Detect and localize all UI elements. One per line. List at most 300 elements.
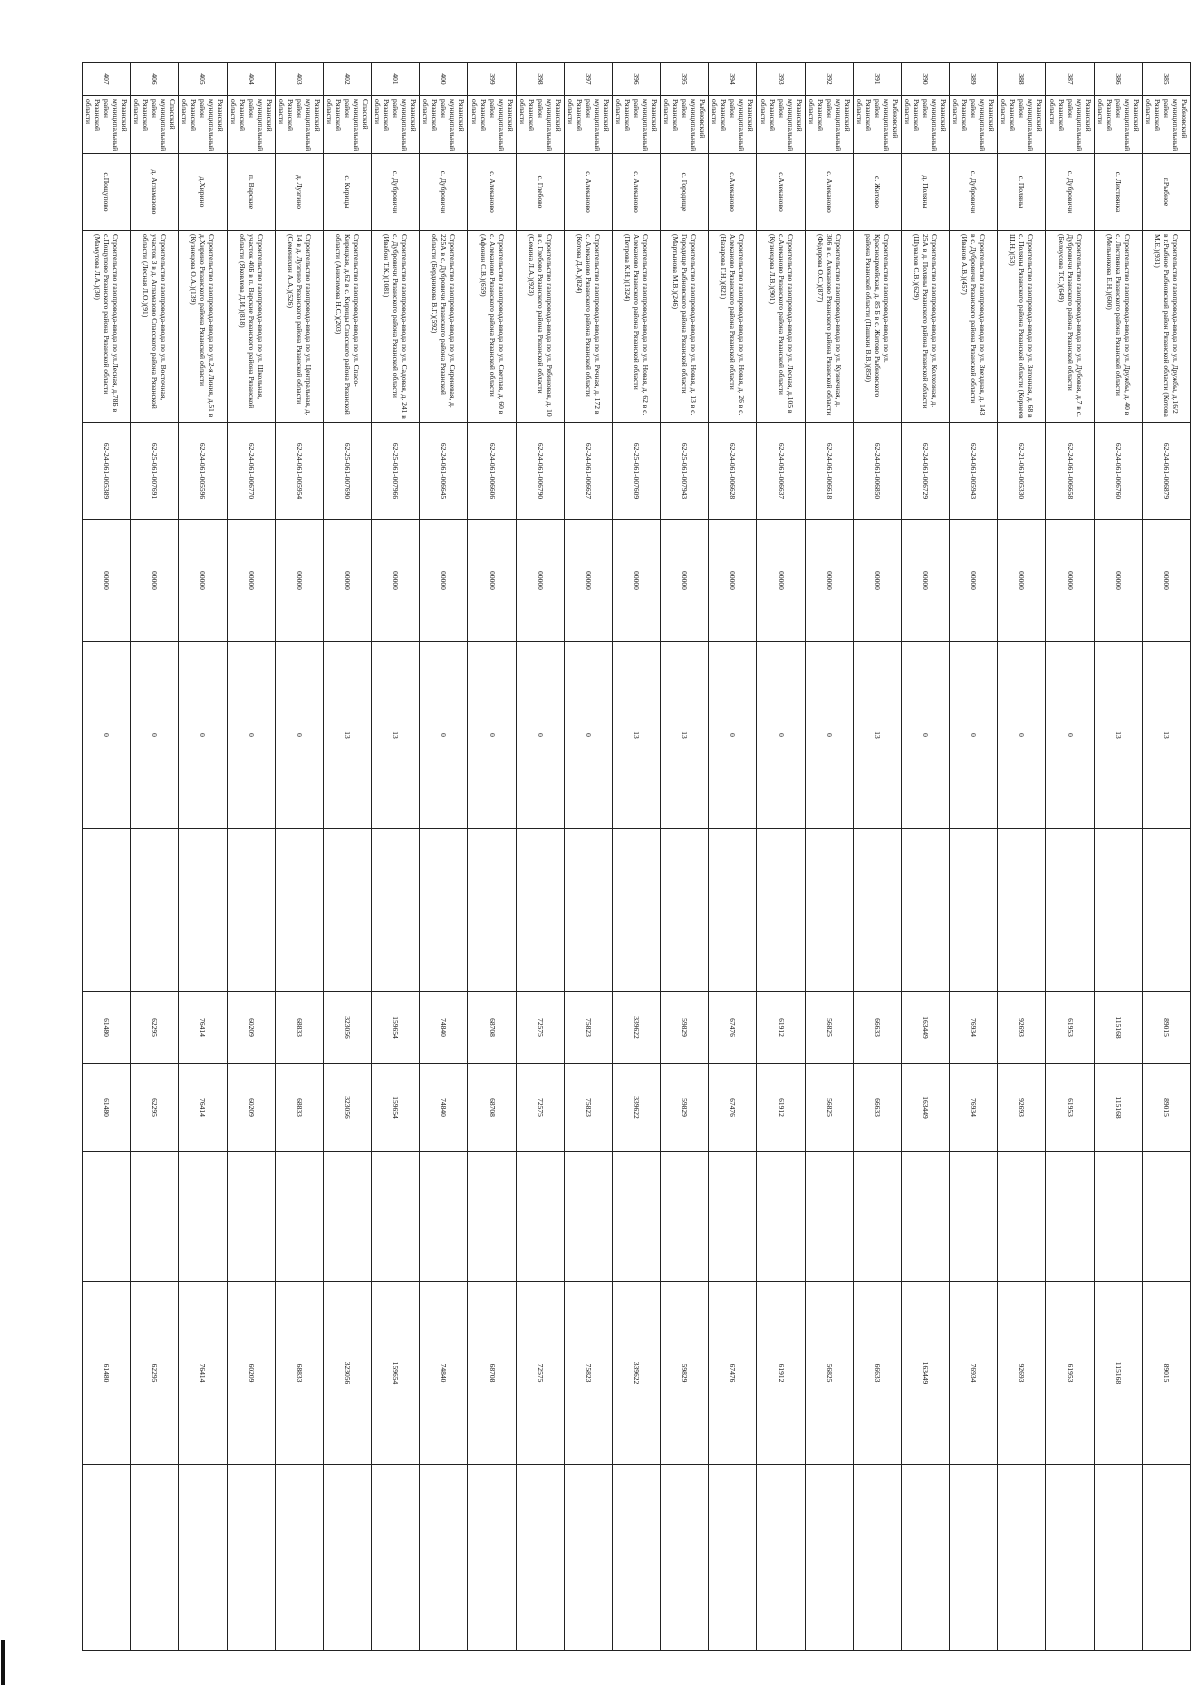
amount-column-3: 62295: [131, 1282, 179, 1465]
object-name: Строительство газопровода-ввода по ул. Спасо-Кирицкая, д.62 в с. Кирицы Спасского района Рязанской области (Анисимова Н.С.)(203): [323, 231, 371, 423]
municipal-district: Рязанский муниципальный район Рязанской области: [805, 96, 853, 154]
empty-cell: [805, 1465, 853, 1651]
empty-cell: [1142, 829, 1190, 992]
code-value: 00000: [950, 520, 998, 642]
municipal-district: Рязанский муниципальный район Рязанской области: [757, 96, 805, 154]
row-number: 389: [950, 63, 998, 96]
rotated-table-page: [82, 62, 1191, 1650]
priority-value: 13: [323, 642, 371, 829]
code-value: 00000: [853, 520, 901, 642]
amount-column-3: 163449: [901, 1282, 949, 1465]
amount-column-3: 115168: [1094, 1282, 1142, 1465]
locality: с. Поляны: [998, 154, 1046, 231]
object-name: Строительство газопровода-ввода по ул. Колхозная, д. 25А в д. Поляны Рязанского района Рязанской области (Шувалов С.В.)(629): [901, 231, 949, 423]
table-row: [805, 63, 853, 1651]
amount-column-3: 159654: [372, 1282, 420, 1465]
code-value: 00000: [275, 520, 323, 642]
table-row: [1046, 63, 1094, 1651]
table-row: [83, 63, 131, 1651]
code-value: 00000: [131, 520, 179, 642]
amount-column-2: 68708: [468, 1064, 516, 1152]
empty-cell: [1046, 1152, 1094, 1282]
empty-cell: [516, 829, 564, 992]
amount-column-3: 339622: [612, 1282, 660, 1465]
amount-column-2: 159654: [372, 1064, 420, 1152]
object-name: Строительство газопровода-ввода по ул. Новая, д. 62 в с. Алеканово Рязанского района Рязанской области (Петрова К.Н.)(1324): [612, 231, 660, 423]
amount-column-3: 61912: [757, 1282, 805, 1465]
empty-cell: [468, 1465, 516, 1651]
amount-total: 68833: [275, 992, 323, 1064]
locality: с. Дубровичи: [420, 154, 468, 231]
row-number: 397: [564, 63, 612, 96]
empty-cell: [901, 829, 949, 992]
amount-column-2: 61480: [83, 1064, 131, 1152]
locality: с. Житово: [853, 154, 901, 231]
cadastral-number: 62-24-061-005943: [950, 423, 998, 520]
municipal-district: Рязанский муниципальный район Рязанской области: [901, 96, 949, 154]
object-name: Строительство газопровода-ввода по ул. Рябиновая, д. 10 в с. Глебово Рязанского района Рязанской области (Семина Л.А.)(923): [516, 231, 564, 423]
object-name: Строительство газопровода-ввода по ул. Садовая, д. 241 в с. Дубровичи Рязанского района Рязанской области (Ивабон Т.К.)(1081): [372, 231, 420, 423]
empty-cell: [323, 1152, 371, 1282]
empty-cell: [853, 1152, 901, 1282]
row-number: 403: [275, 63, 323, 96]
empty-cell: [83, 1465, 131, 1651]
table-row: [516, 63, 564, 1651]
amount-total: 115168: [1094, 992, 1142, 1064]
priority-value: 0: [420, 642, 468, 829]
priority-value: 0: [950, 642, 998, 829]
amount-column-2: 163449: [901, 1064, 949, 1152]
object-name: Строительство газопровода-ввода по ул. Школьная, участок 40Б в п. Варские Рязанского района Рязанской области (Яковлева Д.И.)(818): [227, 231, 275, 423]
municipal-district: Рязанский муниципальный район Рязанской области: [275, 96, 323, 154]
empty-cell: [1142, 1152, 1190, 1282]
empty-cell: [179, 829, 227, 992]
empty-cell: [468, 1152, 516, 1282]
locality: с. Алеканово: [805, 154, 853, 231]
row-number: 393: [757, 63, 805, 96]
table-row: [950, 63, 998, 1651]
amount-total: 339622: [612, 992, 660, 1064]
amount-column-2: 72575: [516, 1064, 564, 1152]
code-value: 00000: [661, 520, 709, 642]
priority-value: 0: [179, 642, 227, 829]
locality: с. Алеканово: [468, 154, 516, 231]
table-row: [661, 63, 709, 1651]
amount-column-2: 75823: [564, 1064, 612, 1152]
empty-cell: [612, 1465, 660, 1651]
empty-cell: [564, 1152, 612, 1282]
row-number: 388: [998, 63, 1046, 96]
code-value: 00000: [709, 520, 757, 642]
code-value: 00000: [179, 520, 227, 642]
empty-cell: [131, 829, 179, 992]
object-name: Строительство газопровода-ввода по ул. Кузнечная, д. 306 в с. Алеканово Рязанского района Рязанской области (Фёдорова О.С.)(877): [805, 231, 853, 423]
empty-cell: [1046, 829, 1094, 992]
municipal-district: Рязанский муниципальный район Рязанской области: [1094, 96, 1142, 154]
empty-cell: [227, 1465, 275, 1651]
table-row: [998, 63, 1046, 1651]
empty-cell: [420, 1465, 468, 1651]
table-row: [1094, 63, 1142, 1651]
code-value: 00000: [516, 520, 564, 642]
empty-cell: [612, 829, 660, 992]
row-number: 394: [709, 63, 757, 96]
row-number: 385: [1142, 63, 1190, 96]
amount-total: 56825: [805, 992, 853, 1064]
code-value: 00000: [1142, 520, 1190, 642]
cadastral-number: 62-24-061-006606: [468, 423, 516, 520]
object-name: Строительство газопровода-ввода по ул. Затонная, д. 68 в с. Поляны Рязанского района Рязанской области (Корнеев Ш.Н.)(53): [998, 231, 1046, 423]
amount-column-2: 67476: [709, 1064, 757, 1152]
locality: с. Листвянка: [1094, 154, 1142, 231]
amount-column-3: 89015: [1142, 1282, 1190, 1465]
priority-value: 0: [805, 642, 853, 829]
municipal-district: Рязанский муниципальный район Рязанской области: [179, 96, 227, 154]
amount-column-3: 323056: [323, 1282, 371, 1465]
locality: с.Пощупово: [83, 154, 131, 231]
amount-total: 61953: [1046, 992, 1094, 1064]
priority-value: 13: [1094, 642, 1142, 829]
row-number: 390: [901, 63, 949, 96]
priority-value: 13: [372, 642, 420, 829]
amount-total: 62295: [131, 992, 179, 1064]
empty-cell: [612, 1152, 660, 1282]
locality: с. Алеканово: [564, 154, 612, 231]
locality: с. Городище: [661, 154, 709, 231]
municipal-district: Рыбновский муниципальный район Рязанской области: [853, 96, 901, 154]
amount-column-2: 56825: [805, 1064, 853, 1152]
row-number: 392: [805, 63, 853, 96]
amount-total: 72575: [516, 992, 564, 1064]
amount-column-3: 67476: [709, 1282, 757, 1465]
locality: д.Хирино: [179, 154, 227, 231]
object-name: Строительство газопровода-ввода по ул. Звездная, д. 143 в с. Дубровичи Рязанского района Рязанской области (Иванов А.В.)(457): [950, 231, 998, 423]
empty-cell: [275, 829, 323, 992]
empty-cell: [372, 829, 420, 992]
locality: с.Алеканово: [757, 154, 805, 231]
object-name: Строительство газопровода-ввода по ул. Сиреневая, д. 225А в с. Дубровичи Рязанского района Рязанской области (Бердникова В.Г.)(592): [420, 231, 468, 423]
amount-column-2: 66633: [853, 1064, 901, 1152]
priority-value: 0: [998, 642, 1046, 829]
empty-cell: [275, 1465, 323, 1651]
locality: д. Агламазово: [131, 154, 179, 231]
amount-total: 61480: [83, 992, 131, 1064]
empty-cell: [516, 1152, 564, 1282]
amount-column-2: 323056: [323, 1064, 371, 1152]
cadastral-number: 62-25-061-007691: [131, 423, 179, 520]
table-row: [757, 63, 805, 1651]
locality: с. Дубровичи: [950, 154, 998, 231]
empty-cell: [950, 1465, 998, 1651]
object-name: Строительство газопровода-ввода по ул. Новая, д. 26 в с. Алеканово Рязанского района Рязанской области (Назарова Г.Н.)(821): [709, 231, 757, 423]
municipal-district: Рыбновский муниципальный район Рязанской области: [661, 96, 709, 154]
object-name: Строительство газопровода-ввода по ул. Речная, д. 172 в с. Алеканово Рязанского района Рязанской области (Котова Д.А.)(824): [564, 231, 612, 423]
table-row: [468, 63, 516, 1651]
object-name: Строительство газопровода-ввода по ул.Лесная, д.78Б в с.Пощупово Рязанского района Рязанской области (Мамутова Л.А.)(30): [83, 231, 131, 423]
locality: с. Глебово: [516, 154, 564, 231]
amount-total: 323056: [323, 992, 371, 1064]
municipal-district: Рязанский муниципальный район Рязанской области: [1046, 96, 1094, 154]
empty-cell: [1094, 1465, 1142, 1651]
code-value: 00000: [805, 520, 853, 642]
table-row: [275, 63, 323, 1651]
empty-cell: [853, 1465, 901, 1651]
empty-cell: [709, 829, 757, 992]
row-number: 400: [420, 63, 468, 96]
row-number: 405: [179, 63, 227, 96]
locality: г.Рыбное: [1142, 154, 1190, 231]
priority-value: 0: [1046, 642, 1094, 829]
priority-value: 0: [131, 642, 179, 829]
code-value: 00000: [612, 520, 660, 642]
empty-cell: [661, 829, 709, 992]
amount-total: 159654: [372, 992, 420, 1064]
row-number: 396: [612, 63, 660, 96]
amount-column-2: 76414: [179, 1064, 227, 1152]
empty-cell: [757, 1465, 805, 1651]
municipal-district: Рязанский муниципальный район Рязанской области: [950, 96, 998, 154]
empty-cell: [516, 1465, 564, 1651]
amount-total: 92693: [998, 992, 1046, 1064]
row-number: 398: [516, 63, 564, 96]
cadastral-number: 62-24-061-006879: [1142, 423, 1190, 520]
table-row: [227, 63, 275, 1651]
empty-cell: [83, 829, 131, 992]
amount-column-2: 339622: [612, 1064, 660, 1152]
cadastral-number: 62-21-061-005330: [998, 423, 1046, 520]
row-number: 399: [468, 63, 516, 96]
municipal-district: Рыбновский муниципальный район Рязанской области: [1142, 96, 1190, 154]
amount-total: 163449: [901, 992, 949, 1064]
amount-column-3: 72575: [516, 1282, 564, 1465]
empty-cell: [420, 829, 468, 992]
municipal-district: Рязанский муниципальный район Рязанской области: [998, 96, 1046, 154]
table-row: [323, 63, 371, 1651]
table-row: [901, 63, 949, 1651]
row-number: 404: [227, 63, 275, 96]
amount-column-2: 115168: [1094, 1064, 1142, 1152]
cadastral-number: 62-24-061-006645: [420, 423, 468, 520]
amount-column-2: 89015: [1142, 1064, 1190, 1152]
empty-cell: [564, 829, 612, 992]
locality: с.Алеканово: [709, 154, 757, 231]
table-row: [131, 63, 179, 1651]
empty-cell: [757, 829, 805, 992]
amount-column-3: 75823: [564, 1282, 612, 1465]
object-name: Строительство газопровода-ввода по ул. Красноармейская, д. 85 Б в с. Житово Рыбновского района Рязанской области (Пашкин В.В.)(850): [853, 231, 901, 423]
amount-column-2: 61953: [1046, 1064, 1094, 1152]
object-name: Строительство газопровода-ввода по ул. Дружбы, д. 40 в с. Листвянка Рязанского района Рязанской области (Мельникова Е.Н.)(600): [1094, 231, 1142, 423]
municipal-district: Рязанский муниципальный район Рязанской области: [564, 96, 612, 154]
amount-total: 76414: [179, 992, 227, 1064]
empty-cell: [275, 1152, 323, 1282]
empty-cell: [564, 1465, 612, 1651]
municipal-district: Рязанский муниципальный район Рязанской области: [227, 96, 275, 154]
object-name: Строительство газопровода-ввода по ул. Лесная, д.105 в с.Алеканово Рязанского района Рязанской области (Кузнецова Л.В.)(901): [757, 231, 805, 423]
amount-column-2: 60209: [227, 1064, 275, 1152]
priority-value: 0: [227, 642, 275, 829]
amount-column-2: 76934: [950, 1064, 998, 1152]
empty-cell: [323, 1465, 371, 1651]
empty-cell: [372, 1465, 420, 1651]
empty-cell: [998, 829, 1046, 992]
cadastral-number: 62-24-061-006770: [227, 423, 275, 520]
empty-cell: [950, 1152, 998, 1282]
priority-value: 0: [901, 642, 949, 829]
amount-column-2: 68833: [275, 1064, 323, 1152]
empty-cell: [853, 829, 901, 992]
amount-total: 76934: [950, 992, 998, 1064]
empty-cell: [709, 1152, 757, 1282]
empty-cell: [468, 829, 516, 992]
object-name: Строительство газопровода-ввода по ул. Светлая, д. 60 в с. Алеканово Рязанского района Рязанской области (Афонин С.В.)(659): [468, 231, 516, 423]
cadastral-number: 62-24-061-006760: [1094, 423, 1142, 520]
amount-total: 74840: [420, 992, 468, 1064]
empty-cell: [323, 829, 371, 992]
table-row: [564, 63, 612, 1651]
empty-cell: [1046, 1465, 1094, 1651]
priority-value: 0: [516, 642, 564, 829]
amount-column-3: 66633: [853, 1282, 901, 1465]
table-row: [420, 63, 468, 1651]
cadastral-number: 62-24-061-006627: [564, 423, 612, 520]
table-row: [853, 63, 901, 1651]
table-row: [372, 63, 420, 1651]
scan-edge-mark: [1, 1640, 5, 1685]
priority-value: 13: [661, 642, 709, 829]
empty-cell: [131, 1152, 179, 1282]
locality: д. Поляны: [901, 154, 949, 231]
empty-cell: [805, 1152, 853, 1282]
cadastral-number: 62-24-061-005596: [179, 423, 227, 520]
code-value: 00000: [1046, 520, 1094, 642]
cadastral-number: 62-24-061-006729: [901, 423, 949, 520]
row-number: 407: [83, 63, 131, 96]
cadastral-number: 62-24-061-006637: [757, 423, 805, 520]
code-value: 00000: [83, 520, 131, 642]
locality: д. Лузгино: [275, 154, 323, 231]
municipal-district: Рязанский муниципальный район Рязанской области: [468, 96, 516, 154]
amount-column-3: 68833: [275, 1282, 323, 1465]
amount-column-2: 92693: [998, 1064, 1046, 1152]
amount-column-2: 74840: [420, 1064, 468, 1152]
empty-cell: [1094, 829, 1142, 992]
object-name: Строительство газопровода-ввода по ул. Новая, д. 13 в с. Городище Рыбновского района Рязанской области (Мартынова М.В.)(246): [661, 231, 709, 423]
municipal-district: Спасский муниципальный район Рязанской области: [131, 96, 179, 154]
code-value: 00000: [757, 520, 805, 642]
empty-cell: [179, 1152, 227, 1282]
empty-cell: [1142, 1465, 1190, 1651]
amount-total: 75823: [564, 992, 612, 1064]
code-value: 00000: [564, 520, 612, 642]
amount-column-3: 92693: [998, 1282, 1046, 1465]
empty-cell: [709, 1465, 757, 1651]
priority-value: 0: [709, 642, 757, 829]
code-value: 00000: [372, 520, 420, 642]
amount-total: 60209: [227, 992, 275, 1064]
code-value: 00000: [998, 520, 1046, 642]
code-value: 00000: [420, 520, 468, 642]
locality: с. Алеканово: [612, 154, 660, 231]
empty-cell: [805, 829, 853, 992]
priority-value: 13: [853, 642, 901, 829]
code-value: 00000: [323, 520, 371, 642]
object-name: Строительство газопровода-ввода по ул. Дружбы, д.16/2 в г.Рыбное Рыбновский район Рязанской области (Котова М.Е.)(931): [1142, 231, 1190, 423]
empty-cell: [661, 1465, 709, 1651]
object-name: Строительство газопровода-ввода по ул. Дубовая, д.7 в с. Дубровичи Рязанского района Рязанской области (Белоусова Т.С.)(649): [1046, 231, 1094, 423]
table-row: [709, 63, 757, 1651]
amount-column-2: 62295: [131, 1064, 179, 1152]
amount-column-2: 61912: [757, 1064, 805, 1152]
amount-total: 89015: [1142, 992, 1190, 1064]
object-name: Строительство газопровода-ввода по ул.2-я Линия, д.51 в д.Хирино Рязанского района Рязанской области (Кузнецова О.А.)(139): [179, 231, 227, 423]
priority-value: 0: [564, 642, 612, 829]
municipal-district: Рязанский муниципальный район Рязанской области: [372, 96, 420, 154]
municipal-district: Рязанский муниципальный район Рязанской области: [420, 96, 468, 154]
cadastral-number: 62-25-061-007609: [612, 423, 660, 520]
municipal-district: Рязанский муниципальный район Рязанской области: [516, 96, 564, 154]
empty-cell: [1094, 1152, 1142, 1282]
priority-value: 0: [757, 642, 805, 829]
municipal-district: Рязанский муниципальный район Рязанской области: [612, 96, 660, 154]
empty-cell: [227, 829, 275, 992]
cadastral-number: 62-25-061-007966: [372, 423, 420, 520]
locality: п. Варские: [227, 154, 275, 231]
empty-cell: [901, 1465, 949, 1651]
amount-column-3: 74840: [420, 1282, 468, 1465]
empty-cell: [950, 829, 998, 992]
table-row: [179, 63, 227, 1651]
cadastral-number: 62-25-061-007690: [323, 423, 371, 520]
amount-total: 59829: [661, 992, 709, 1064]
cadastral-number: 62-24-061-005389: [83, 423, 131, 520]
empty-cell: [901, 1152, 949, 1282]
row-number: 386: [1094, 63, 1142, 96]
empty-cell: [998, 1152, 1046, 1282]
cadastral-number: 62-24-061-005954: [275, 423, 323, 520]
amount-column-3: 76934: [950, 1282, 998, 1465]
code-value: 00000: [227, 520, 275, 642]
municipal-district: Рязанский муниципальный район Рязанской области: [83, 96, 131, 154]
empty-cell: [757, 1152, 805, 1282]
table-row: [612, 63, 660, 1651]
code-value: 00000: [1094, 520, 1142, 642]
object-name: Строительство газопровода-ввода по ул. Центральная, д. 14 в д. Лузгино Рязанского района Рязанской области (Семенихин А.А.)(526): [275, 231, 323, 423]
code-value: 00000: [901, 520, 949, 642]
amount-total: 68708: [468, 992, 516, 1064]
priority-value: 0: [468, 642, 516, 829]
empty-cell: [420, 1152, 468, 1282]
empty-cell: [227, 1152, 275, 1282]
cadastral-number: 62-24-061-006628: [709, 423, 757, 520]
empty-cell: [179, 1465, 227, 1651]
table-row: [1142, 63, 1190, 1651]
code-value: 00000: [468, 520, 516, 642]
row-number: 391: [853, 63, 901, 96]
priority-value: 0: [83, 642, 131, 829]
municipal-district: Рязанский муниципальный район Рязанской области: [709, 96, 757, 154]
amount-total: 66633: [853, 992, 901, 1064]
row-number: 401: [372, 63, 420, 96]
amount-column-2: 59829: [661, 1064, 709, 1152]
cadastral-number: 62-24-061-006658: [1046, 423, 1094, 520]
empty-cell: [998, 1465, 1046, 1651]
empty-cell: [661, 1152, 709, 1282]
gas-connection-table: [82, 62, 1191, 1651]
priority-value: 13: [1142, 642, 1190, 829]
amount-total: 61912: [757, 992, 805, 1064]
row-number: 395: [661, 63, 709, 96]
